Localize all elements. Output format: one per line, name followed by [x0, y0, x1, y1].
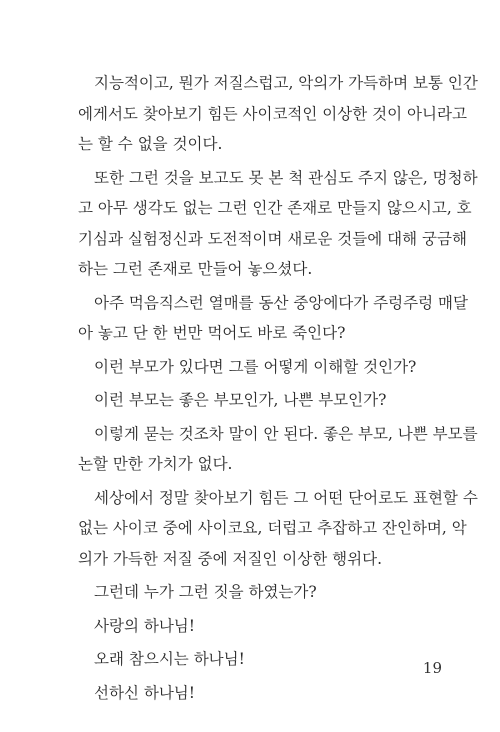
text-line: 세상에서 정말 찾아보기 힘든 그 어떤 단어로도 표현할 수: [94, 488, 478, 507]
paragraph-10: [78, 644, 450, 675]
paragraph-11: [78, 678, 450, 709]
paragraph-1: [78, 68, 478, 160]
text-line: 없는 사이코 중에 사이코요, 더럽고 추잡하고 잔인하며, 악: [78, 519, 467, 537]
page-number: 19: [422, 659, 442, 677]
paragraph-2: [78, 163, 478, 285]
text-line: 또한 그런 것을 보고도 못 본 척 관심도 주지 않은, 멍청하: [94, 168, 478, 187]
body-text: [78, 68, 478, 711]
text-line: 선하신 하나님!: [94, 683, 195, 702]
text-line: 그런데 누가 그런 짓을 하였는가?: [94, 583, 317, 601]
text-line: 하는 그런 존재로 만들어 놓으셨다.: [78, 260, 313, 278]
text-line: 아 놓고 단 한 번만 먹어도 바로 죽인다?: [78, 324, 346, 342]
text-line: 이렇게 묻는 것조차 말이 안 된다. 좋은 부모, 나쁜 부모를: [94, 424, 478, 443]
text-line: 에게서도 찾아보기 힘든 사이코적인 이상한 것이 아니라고: [78, 104, 467, 123]
text-line: 사랑의 하나님!: [94, 616, 195, 635]
paragraph-5: [78, 385, 450, 416]
text-line: 지능적이고, 뭔가 저질스럽고, 악의가 가득하며 보통 인간: [94, 74, 478, 92]
text-line: 오래 참으시는 하나님!: [94, 650, 245, 668]
paragraph-8: [78, 577, 450, 608]
text-line: 의가 가득한 저질 중에 저질인 이상한 행위다.: [78, 549, 383, 568]
text-line: 는 할 수 없을 것이다.: [78, 135, 223, 153]
text-line: 아주 먹음직스런 열매를 동산 중앙에다가 주렁주렁 매달: [94, 293, 468, 312]
text-line: 이런 부모가 있다면 그를 어떻게 이해할 것인가?: [94, 357, 417, 376]
paragraph-6: [78, 419, 478, 480]
text-line: 논할 만한 가치가 없다.: [78, 455, 233, 473]
paragraph-7: [78, 483, 478, 575]
text-line: 기심과 실험정신과 도전적이며 새로운 것들에 대해 궁금해: [78, 229, 467, 248]
text-line: 이런 부모는 좋은 부모인가, 나쁜 부모인가?: [94, 391, 387, 409]
text-line: 고 아무 생각도 없는 그런 인간 존재로 만들지 않으시고, 호: [78, 199, 472, 217]
paragraph-9: [78, 611, 450, 642]
paragraph-3: [78, 288, 468, 349]
paragraph-4: [78, 352, 450, 383]
